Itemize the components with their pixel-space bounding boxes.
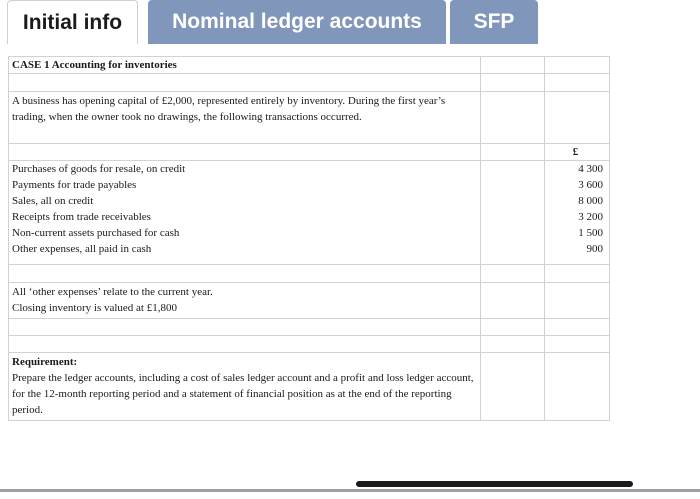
empty-cell[interactable] (481, 57, 545, 74)
empty-cell[interactable] (481, 336, 545, 353)
transaction-label: Sales, all on credit (12, 195, 94, 207)
empty-cell[interactable] (481, 353, 545, 421)
empty-cell[interactable] (481, 265, 545, 283)
tab-nominal-ledger-accounts[interactable]: Nominal ledger accounts (148, 0, 446, 44)
empty-cell[interactable] (9, 265, 481, 283)
requirement-text: Prepare the ledger accounts, including a cost of sales ledger account and a profit and loss ledger account, for the 12-month reporting period and a statement of financial position as at the end of the reporting period. (12, 372, 474, 416)
empty-cell[interactable] (9, 74, 481, 92)
tab-bar (0, 0, 700, 46)
transaction-label: Payments for trade payables (12, 179, 137, 191)
requirement-heading: Requirement: (12, 356, 78, 368)
empty-cell[interactable] (481, 144, 545, 161)
note-closing-inventory: Closing inventory is valued at £1,800 (12, 302, 177, 314)
empty-cell[interactable] (545, 57, 610, 74)
transactions-amount-cell[interactable] (545, 161, 610, 265)
transaction-amount: 4 300 (578, 163, 603, 175)
transaction-amount: 1 500 (578, 227, 603, 239)
transaction-amount: 3 200 (578, 211, 603, 223)
home-indicator[interactable] (356, 481, 633, 487)
transaction-label: Receipts from trade receivables (12, 211, 151, 223)
empty-cell[interactable] (9, 144, 481, 161)
currency-header-cell[interactable]: £ (545, 144, 610, 161)
empty-cell[interactable] (481, 161, 545, 265)
empty-cell[interactable] (481, 319, 545, 336)
empty-cell[interactable] (545, 336, 610, 353)
empty-cell[interactable] (545, 92, 610, 144)
transaction-amount: 8 000 (578, 195, 603, 207)
empty-cell[interactable] (9, 336, 481, 353)
empty-cell[interactable] (9, 319, 481, 336)
empty-cell[interactable] (545, 74, 610, 92)
transaction-label: Non-current assets purchased for cash (12, 227, 180, 239)
transaction-amount: 3 600 (578, 179, 603, 191)
transaction-label: Other expenses, all paid in cash (12, 243, 152, 255)
empty-cell[interactable] (481, 74, 545, 92)
tab-initial-info[interactable]: Initial info (7, 0, 138, 44)
empty-cell[interactable] (481, 92, 545, 144)
empty-cell[interactable] (481, 283, 545, 319)
note-other-expenses: All ‘other expenses’ relate to the current year. (12, 286, 213, 298)
notes-cell[interactable] (9, 283, 481, 319)
spreadsheet-grid (8, 56, 610, 421)
empty-cell[interactable] (545, 353, 610, 421)
intro-cell[interactable]: A business has opening capital of £2,000, represented entirely by inventory. During the first year’s trading, when the owner took no drawings, the following transactions occurred. (9, 92, 481, 144)
empty-cell[interactable] (545, 265, 610, 283)
requirement-cell[interactable] (9, 353, 481, 421)
transaction-label: Purchases of goods for resale, on credit (12, 163, 186, 175)
case-title-cell[interactable]: CASE 1 Accounting for inventories (9, 57, 481, 74)
bottom-divider (0, 489, 700, 492)
transactions-label-cell[interactable] (9, 161, 481, 265)
transaction-amount: 900 (586, 243, 603, 255)
tab-sfp[interactable]: SFP (450, 0, 538, 44)
empty-cell[interactable] (545, 283, 610, 319)
empty-cell[interactable] (545, 319, 610, 336)
